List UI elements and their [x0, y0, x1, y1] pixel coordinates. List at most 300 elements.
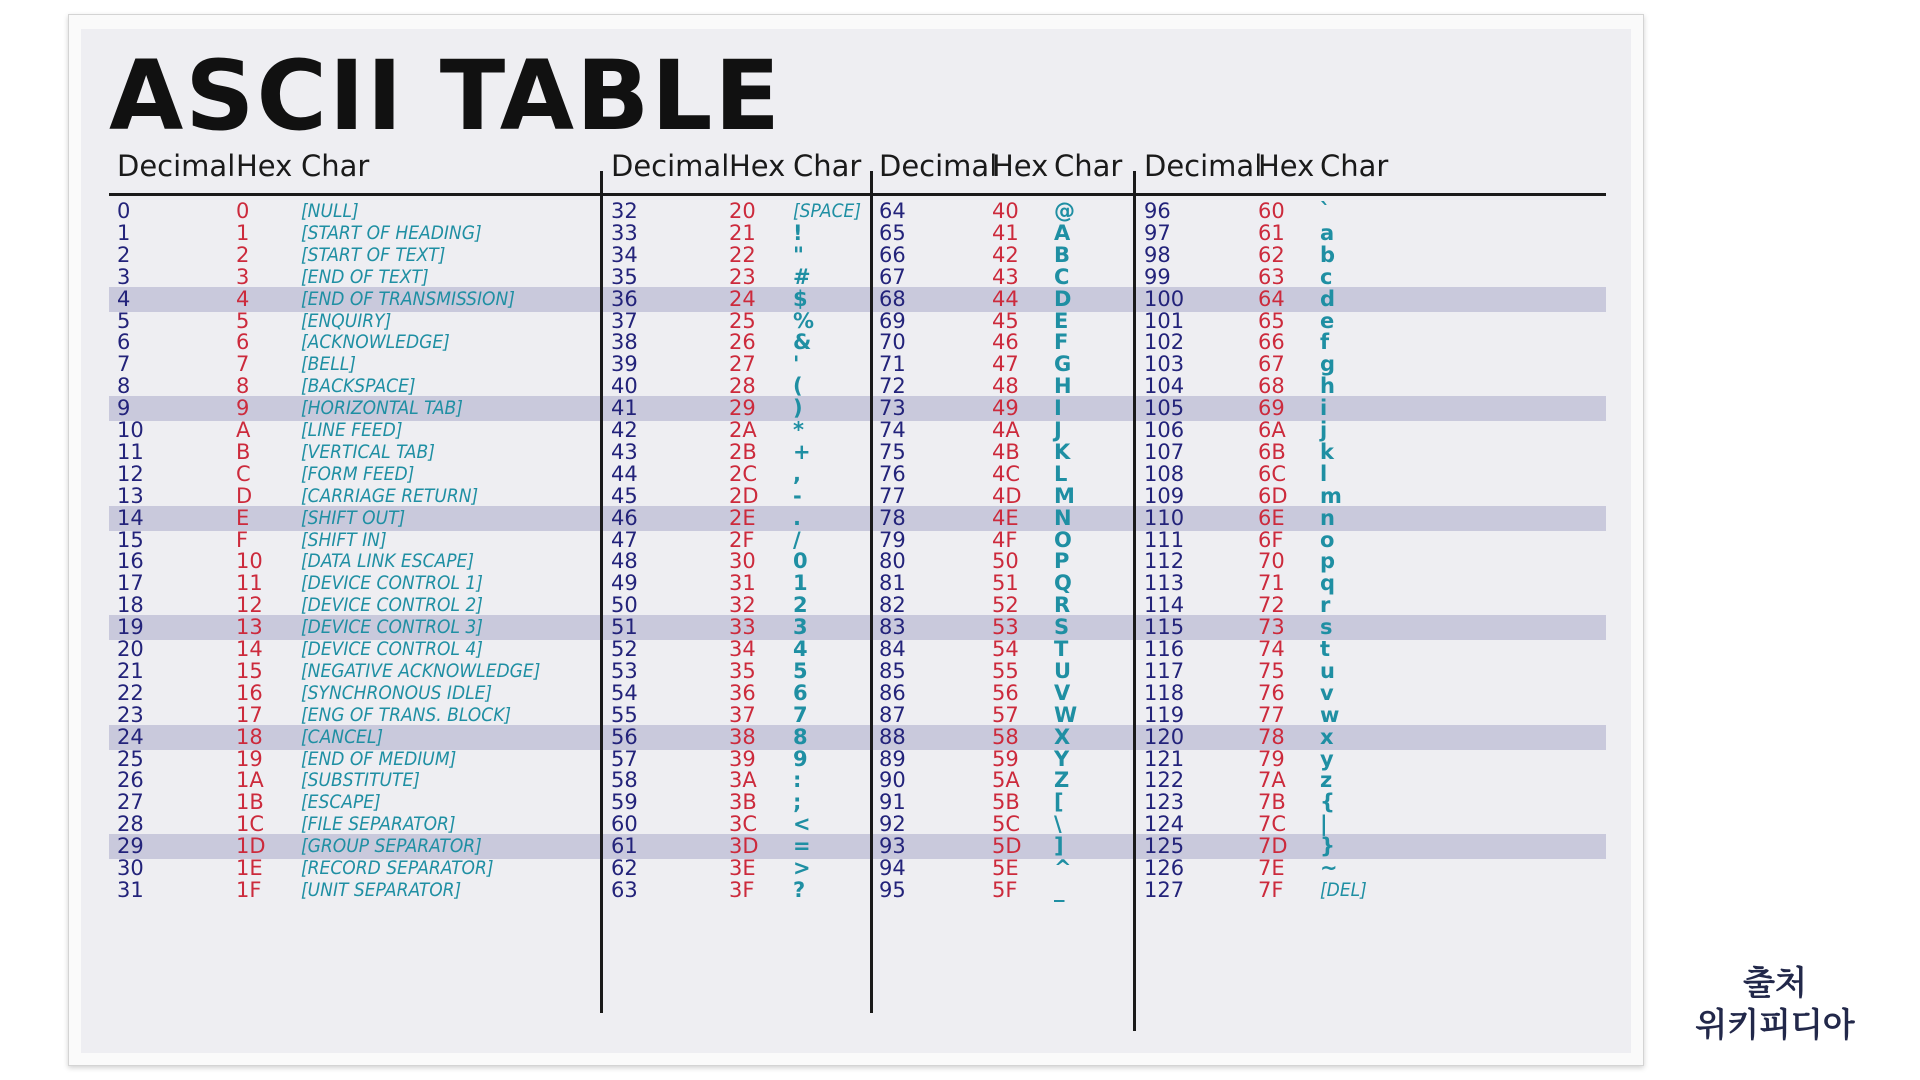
cell-hex: 41 — [992, 220, 1019, 245]
cell-dec: 93 — [879, 834, 906, 859]
cell-char: 8 — [793, 724, 808, 749]
cell-hex: F — [236, 527, 249, 552]
cell-hex: 43 — [992, 264, 1019, 289]
cell-char: [ — [1054, 790, 1064, 815]
cell-hex: 73 — [1258, 615, 1285, 640]
cell-hex: 3C — [729, 812, 758, 837]
cell-dec: 2 — [117, 242, 131, 267]
cell-dec: 41 — [611, 396, 638, 421]
cell-hex: 42 — [992, 242, 1019, 267]
cell-dec: 59 — [611, 790, 638, 815]
cell-dec: 26 — [117, 768, 144, 793]
cell-dec: 53 — [611, 658, 638, 683]
cell-dec: 50 — [611, 593, 638, 618]
cell-char: p — [1320, 549, 1336, 574]
cell-dec: 78 — [879, 505, 906, 530]
cell-char: [FORM FEED] — [301, 462, 415, 485]
cell-dec: 108 — [1144, 461, 1185, 486]
cell-char: ) — [793, 396, 803, 421]
cell-char: [GROUP SEPARATOR] — [301, 835, 482, 858]
cell-hex: 5 — [236, 308, 250, 333]
cell-dec: 98 — [1144, 242, 1171, 267]
cell-char: T — [1054, 637, 1069, 661]
cell-dec: 91 — [879, 790, 906, 815]
cell-char: @ — [1054, 199, 1075, 223]
cell-char: ; — [793, 790, 802, 815]
cell-dec: 19 — [117, 615, 144, 640]
cell-hex: 2 — [236, 242, 250, 267]
cell-char: e — [1320, 308, 1335, 333]
cell-char: [SHIFT IN] — [301, 528, 387, 551]
cell-hex: 1A — [236, 768, 264, 793]
cell-dec: 83 — [879, 615, 906, 640]
cell-char: 3 — [793, 615, 808, 640]
cell-char: : — [793, 768, 802, 793]
cell-dec: 70 — [879, 330, 906, 355]
cell-dec: 1 — [117, 220, 131, 245]
cell-dec: 57 — [611, 746, 638, 771]
cell-hex: 9 — [236, 396, 250, 421]
cell-dec: 97 — [1144, 220, 1171, 245]
cell-hex: 3F — [729, 877, 755, 902]
cell-char: m — [1320, 483, 1342, 508]
cell-char: U — [1054, 658, 1072, 683]
cell-hex: 49 — [992, 396, 1019, 421]
cell-hex: 15 — [236, 658, 263, 683]
cell-hex: 7C — [1258, 812, 1287, 837]
cell-dec: 56 — [611, 724, 638, 749]
cell-dec: 120 — [1144, 724, 1185, 749]
cell-dec: 27 — [117, 790, 144, 815]
cell-hex: 30 — [729, 549, 756, 574]
cell-dec: 118 — [1144, 680, 1185, 705]
ascii-table — [109, 149, 1606, 1049]
cell-dec: 4 — [117, 286, 131, 311]
cell-dec: 90 — [879, 768, 906, 793]
cell-dec: 125 — [1144, 834, 1185, 859]
cell-hex: 21 — [729, 220, 756, 245]
cell-char: F — [1054, 330, 1069, 355]
cell-hex: 1 — [236, 220, 250, 245]
cell-char: [CANCEL] — [301, 725, 384, 748]
cell-hex: 55 — [992, 658, 1019, 683]
cell-dec: 102 — [1144, 330, 1185, 355]
cell-dec: 103 — [1144, 352, 1185, 377]
cell-dec: 116 — [1144, 637, 1185, 661]
cell-hex: 28 — [729, 374, 756, 399]
cell-char: [CARRIAGE RETURN] — [301, 484, 479, 507]
cell-char: k — [1320, 439, 1334, 464]
cell-char: _ — [1054, 877, 1065, 902]
cell-char: [DEVICE CONTROL 2] — [301, 594, 483, 617]
cell-char: P — [1054, 549, 1070, 574]
cell-hex: 32 — [729, 593, 756, 618]
header-decimal: Decimal — [611, 149, 730, 183]
cell-hex: 6C — [1258, 461, 1287, 486]
cell-hex: D — [236, 483, 253, 508]
cell-char: [ENG OF TRANS. BLOCK] — [301, 703, 512, 726]
cell-char: ? — [793, 877, 806, 902]
cell-char: G — [1054, 352, 1072, 377]
cell-char: N — [1054, 505, 1072, 530]
cell-hex: 1D — [236, 834, 266, 859]
cell-char: a — [1320, 220, 1335, 245]
cell-dec: 10 — [117, 418, 144, 442]
cell-hex: 56 — [992, 680, 1019, 705]
cell-dec: 15 — [117, 527, 144, 552]
cell-hex: 67 — [1258, 352, 1285, 377]
cell-dec: 20 — [117, 637, 144, 661]
cell-char: b — [1320, 242, 1336, 267]
cell-hex: 64 — [1258, 286, 1285, 311]
cell-char: { — [1320, 790, 1335, 815]
cell-dec: 65 — [879, 220, 906, 245]
cell-char: V — [1054, 680, 1071, 705]
cell-dec: 8 — [117, 374, 131, 399]
cell-char: ` — [1320, 199, 1331, 223]
cell-char: [UNIT SEPARATOR] — [301, 878, 462, 901]
cell-char: R — [1054, 593, 1071, 618]
cell-hex: 70 — [1258, 549, 1285, 574]
cell-hex: 66 — [1258, 330, 1285, 355]
cell-char: $ — [793, 286, 808, 311]
cell-hex: 79 — [1258, 746, 1285, 771]
cell-hex: 4A — [992, 418, 1020, 442]
cell-hex: 18 — [236, 724, 263, 749]
cell-dec: 32 — [611, 199, 638, 223]
cell-hex: B — [236, 439, 251, 464]
cell-hex: 5C — [992, 812, 1021, 837]
cell-hex: 78 — [1258, 724, 1285, 749]
cell-hex: 4E — [992, 505, 1019, 530]
cell-hex: 69 — [1258, 396, 1285, 421]
cell-dec: 14 — [117, 505, 144, 530]
cell-char: [NEGATIVE ACKNOWLEDGE] — [301, 659, 541, 682]
cell-hex: 4D — [992, 483, 1022, 508]
cell-dec: 114 — [1144, 593, 1185, 618]
header-hex: Hex — [729, 149, 786, 183]
cell-dec: 95 — [879, 877, 906, 902]
cell-hex: 3D — [729, 834, 759, 859]
cell-dec: 74 — [879, 418, 906, 442]
column-separator — [870, 171, 873, 1013]
cell-hex: 5B — [992, 790, 1020, 815]
cell-dec: 63 — [611, 877, 638, 902]
cell-hex: 7D — [1258, 834, 1288, 859]
cell-dec: 42 — [611, 418, 638, 442]
cell-hex: 4C — [992, 461, 1021, 486]
cell-hex: 46 — [992, 330, 1019, 355]
cell-char: 9 — [793, 746, 808, 771]
cell-char: [DATA LINK ESCAPE] — [301, 550, 474, 573]
cell-dec: 16 — [117, 549, 144, 574]
column-separator — [1133, 171, 1136, 1031]
cell-char: z — [1320, 768, 1333, 793]
cell-hex: 54 — [992, 637, 1019, 661]
header-char: Char — [1320, 149, 1389, 183]
header-char: Char — [793, 149, 862, 183]
cell-dec: 76 — [879, 461, 906, 486]
cell-dec: 86 — [879, 680, 906, 705]
cell-char: H — [1054, 374, 1072, 399]
cell-hex: 47 — [992, 352, 1019, 377]
cell-char: % — [793, 308, 815, 333]
cell-hex: 1F — [236, 877, 262, 902]
cell-char: < — [793, 812, 811, 837]
cell-hex: 10 — [236, 549, 263, 574]
cell-char: \ — [1054, 812, 1062, 837]
cell-hex: 3E — [729, 856, 756, 880]
cell-dec: 105 — [1144, 396, 1185, 421]
cell-hex: 1C — [236, 812, 265, 837]
cell-hex: 2C — [729, 461, 758, 486]
cell-char: ] — [1054, 834, 1064, 859]
cell-char: y — [1320, 746, 1334, 771]
cell-hex: 40 — [992, 199, 1019, 223]
cell-hex: 6 — [236, 330, 250, 355]
cell-dec: 81 — [879, 571, 906, 596]
cell-dec: 104 — [1144, 374, 1185, 399]
cell-hex: 29 — [729, 396, 756, 421]
cell-char: > — [793, 856, 811, 880]
cell-char: S — [1054, 615, 1070, 640]
cell-char: K — [1054, 439, 1071, 464]
cell-char: Y — [1054, 746, 1070, 771]
cell-dec: 7 — [117, 352, 131, 377]
cell-char: [DEVICE CONTROL 1] — [301, 572, 483, 595]
cell-dec: 25 — [117, 746, 144, 771]
cell-dec: 84 — [879, 637, 906, 661]
cell-char: x — [1320, 724, 1334, 749]
cell-hex: 37 — [729, 702, 756, 727]
cell-dec: 96 — [1144, 199, 1171, 223]
cell-dec: 121 — [1144, 746, 1185, 771]
cell-char: h — [1320, 374, 1335, 399]
cell-dec: 107 — [1144, 439, 1185, 464]
cell-dec: 87 — [879, 702, 906, 727]
cell-dec: 100 — [1144, 286, 1185, 311]
cell-hex: 8 — [236, 374, 250, 399]
cell-dec: 54 — [611, 680, 638, 705]
cell-char: w — [1320, 702, 1340, 727]
cell-dec: 126 — [1144, 856, 1185, 880]
cell-dec: 40 — [611, 374, 638, 399]
cell-dec: 5 — [117, 308, 131, 333]
cell-hex: 3B — [729, 790, 757, 815]
cell-dec: 28 — [117, 812, 144, 837]
cell-dec: 79 — [879, 527, 906, 552]
column-separator — [600, 171, 603, 1013]
cell-char: v — [1320, 680, 1334, 705]
cell-hex: 59 — [992, 746, 1019, 771]
cell-hex: 51 — [992, 571, 1019, 596]
cell-char: # — [793, 264, 811, 289]
cell-dec: 39 — [611, 352, 638, 377]
cell-char: c — [1320, 264, 1333, 289]
header-decimal: Decimal — [879, 149, 998, 183]
header-char: Char — [1054, 149, 1123, 183]
cell-dec: 94 — [879, 856, 906, 880]
cell-hex: 19 — [236, 746, 263, 771]
cell-hex: 7B — [1258, 790, 1286, 815]
cell-hex: 6E — [1258, 505, 1285, 530]
cell-hex: 61 — [1258, 220, 1285, 245]
cell-hex: 68 — [1258, 374, 1285, 399]
cell-hex: 3 — [236, 264, 250, 289]
cell-dec: 3 — [117, 264, 131, 289]
cell-dec: 22 — [117, 680, 144, 705]
cell-dec: 17 — [117, 571, 144, 596]
cell-dec: 38 — [611, 330, 638, 355]
cell-hex: 16 — [236, 680, 263, 705]
cell-dec: 9 — [117, 396, 131, 421]
cell-char: [ENQUIRY] — [301, 309, 392, 332]
cell-hex: 6A — [1258, 418, 1286, 442]
cell-dec: 43 — [611, 439, 638, 464]
cell-char: 4 — [793, 637, 808, 661]
cell-char: [END OF TRANSMISSION] — [301, 287, 515, 310]
cell-dec: 117 — [1144, 658, 1185, 683]
cell-dec: 33 — [611, 220, 638, 245]
page-title: ASCII TABLE — [109, 40, 782, 152]
cell-char: E — [1054, 308, 1069, 333]
cell-char: ( — [793, 374, 803, 399]
cell-hex: 0 — [236, 199, 250, 223]
cell-char: 5 — [793, 658, 808, 683]
cell-hex: 58 — [992, 724, 1019, 749]
cell-dec: 68 — [879, 286, 906, 311]
cell-char: [SHIFT OUT] — [301, 506, 406, 529]
cell-hex: 5E — [992, 856, 1019, 880]
cell-dec: 77 — [879, 483, 906, 508]
cell-char: s — [1320, 615, 1333, 640]
cell-hex: 23 — [729, 264, 756, 289]
cell-char: [SUBSTITUTE] — [301, 769, 420, 792]
cell-dec: 58 — [611, 768, 638, 793]
cell-dec: 6 — [117, 330, 131, 355]
cell-char: 1 — [793, 571, 808, 596]
cell-char: l — [1320, 461, 1328, 486]
cell-dec: 21 — [117, 658, 144, 683]
cell-hex: E — [236, 505, 250, 530]
cell-dec: 36 — [611, 286, 638, 311]
cell-char: [LINE FEED] — [301, 419, 403, 441]
cell-char: [SPACE] — [793, 200, 861, 222]
cell-char: u — [1320, 658, 1335, 683]
cell-hex: A — [236, 418, 251, 442]
cell-char: D — [1054, 286, 1072, 311]
cell-hex: 1E — [236, 856, 263, 880]
cell-char: } — [1320, 834, 1335, 859]
cell-dec: 75 — [879, 439, 906, 464]
cell-char: q — [1320, 571, 1336, 596]
cell-char: [ESCAPE] — [301, 791, 381, 814]
cell-dec: 60 — [611, 812, 638, 837]
cell-char: ! — [793, 220, 803, 245]
header-decimal: Decimal — [117, 149, 236, 183]
cell-char: [VERTICAL TAB] — [301, 440, 435, 463]
cell-dec: 124 — [1144, 812, 1185, 837]
cell-char: A — [1054, 220, 1071, 245]
cell-hex: 77 — [1258, 702, 1285, 727]
source-name: 위키피디아 — [1695, 1005, 1855, 1044]
cell-dec: 85 — [879, 658, 906, 683]
header-rule — [109, 193, 1606, 196]
cell-char: I — [1054, 396, 1062, 421]
cell-dec: 46 — [611, 505, 638, 530]
cell-char: = — [793, 834, 811, 859]
cell-char: X — [1054, 724, 1071, 749]
cell-hex: 35 — [729, 658, 756, 683]
cell-dec: 12 — [117, 461, 144, 486]
cell-dec: 29 — [117, 834, 144, 859]
cell-char: * — [793, 418, 804, 442]
cell-dec: 82 — [879, 593, 906, 618]
cell-hex: 63 — [1258, 264, 1285, 289]
cell-char: Q — [1054, 571, 1072, 596]
cell-dec: 62 — [611, 856, 638, 880]
cell-char: [BELL] — [301, 353, 356, 376]
header-hex: Hex — [1258, 149, 1315, 183]
cell-hex: 71 — [1258, 571, 1285, 596]
cell-dec: 111 — [1144, 527, 1185, 552]
cell-hex: 36 — [729, 680, 756, 705]
ascii-table-image — [81, 29, 1631, 1053]
cell-dec: 34 — [611, 242, 638, 267]
cell-hex: 2A — [729, 418, 757, 442]
cell-char: L — [1054, 461, 1068, 486]
cell-hex: 4F — [992, 527, 1018, 552]
cell-hex: 6D — [1258, 483, 1288, 508]
cell-dec: 113 — [1144, 571, 1185, 596]
cell-hex: 52 — [992, 593, 1019, 618]
cell-char: n — [1320, 505, 1335, 530]
cell-hex: 4B — [992, 439, 1020, 464]
cell-dec: 109 — [1144, 483, 1185, 508]
cell-hex: 2B — [729, 439, 757, 464]
cell-char: & — [793, 330, 812, 355]
cell-hex: 7E — [1258, 856, 1285, 880]
cell-char: 6 — [793, 680, 808, 705]
cell-hex: C — [236, 461, 251, 486]
cell-hex: 72 — [1258, 593, 1285, 618]
cell-char: [NULL] — [301, 200, 359, 222]
cell-dec: 45 — [611, 483, 638, 508]
cell-hex: 75 — [1258, 658, 1285, 683]
cell-dec: 127 — [1144, 877, 1185, 902]
cell-char: d — [1320, 286, 1336, 311]
cell-char: [FILE SEPARATOR] — [301, 813, 456, 836]
cell-dec: 23 — [117, 702, 144, 727]
cell-hex: 76 — [1258, 680, 1285, 705]
cell-dec: 112 — [1144, 549, 1185, 574]
cell-dec: 37 — [611, 308, 638, 333]
cell-char: ^ — [1054, 856, 1072, 880]
cell-hex: 25 — [729, 308, 756, 333]
cell-char: ' — [793, 352, 800, 377]
cell-hex: 12 — [236, 593, 263, 618]
cell-char: [ACKNOWLEDGE] — [301, 331, 450, 354]
cell-dec: 89 — [879, 746, 906, 771]
cell-char: , — [793, 461, 801, 486]
slide-sheet — [68, 14, 1644, 1066]
cell-hex: 44 — [992, 286, 1019, 311]
cell-dec: 55 — [611, 702, 638, 727]
cell-hex: 38 — [729, 724, 756, 749]
cell-hex: 7A — [1258, 768, 1286, 793]
cell-char: / — [793, 527, 801, 552]
cell-hex: 2D — [729, 483, 759, 508]
